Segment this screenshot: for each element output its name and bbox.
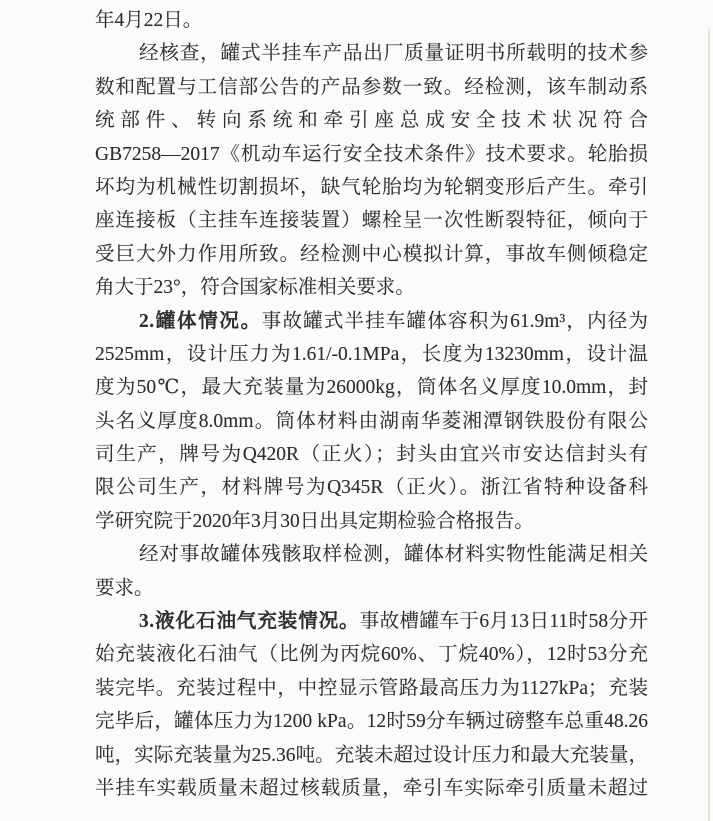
- text-line: 学研究院于2020年3月30日出具定期检验合格报告。: [95, 510, 534, 532]
- text-line: 角大于23°，符合国家标准相关要求。: [95, 277, 415, 299]
- text-line: 头名义厚度8.0mm。筒体材料由湖南华菱湘潭钢铁股份有限公: [95, 410, 648, 432]
- text-line: 统部件、转向系统和牵引座总成安全技术状况符合: [95, 110, 648, 132]
- text-line: GB7258—2017《机动车运行安全技术条件》技术要求。轮胎损: [95, 143, 648, 165]
- text-line: 2.罐体情况。事故罐式半挂车罐体容积为61.9m³，内径为: [139, 310, 648, 332]
- scan-edge-line: [708, 28, 710, 821]
- text-line: 受巨大外力作用所致。经检测中心模拟计算，事故车侧倾稳定: [95, 243, 648, 265]
- text-line: 3.液化石油气充装情况。事故槽罐车于6月13日11时58分开: [139, 611, 648, 633]
- text-line: 吨，实际充装量为25.36吨。充装未超过设计压力和最大充装量，: [95, 744, 648, 766]
- text-line: 完毕后，罐体压力为1200 kPa。12时59分车辆过磅整车总重48.26: [95, 711, 648, 733]
- text-line: 司生产，牌号为Q420R（正火）；封头由宜兴市安达信封头有: [95, 444, 648, 466]
- text-line: 座连接板（主挂车连接装置）螺栓呈一次性断裂特征，倾向于: [95, 210, 648, 232]
- text-line: 经核查，罐式半挂车产品出厂质量证明书所载明的技术参: [139, 43, 648, 65]
- text-line: 年4月22日。: [95, 10, 203, 31]
- text-line: 半挂车实载质量未超过核载质量，牵引车实际牵引质量未超过: [95, 777, 648, 799]
- text-line: 要求。: [95, 577, 154, 599]
- text-line: 始充装液化石油气（比例为丙烷60%、丁烷40%），12时53分充: [95, 644, 648, 666]
- text-line: 坏均为机械性切割损坏，缺气轮胎均为轮辋变形后产生。牵引: [95, 176, 648, 198]
- text-line: 经对事故罐体残骸取样检测，罐体材料实物性能满足相关: [139, 544, 648, 566]
- text-line: 限公司生产，材料牌号为Q345R（正火）。浙江省特种设备科: [95, 477, 648, 499]
- section-heading: 2.罐体情况。: [139, 310, 262, 332]
- document-text: [95, 4, 648, 805]
- text-line: 2525mm，设计压力为1.61/-0.1MPa，长度为13230mm，设计温: [95, 343, 648, 365]
- text-line: 度为50℃，最大充装量为26000kg，筒体名义厚度10.0mm，封: [95, 377, 648, 399]
- text-line: 装完毕。充装过程中，中控显示管路最高压力为1127kPa；充装: [95, 677, 648, 699]
- text-line: 数和配置与工信部公告的产品参数一致。经检测，该车制动系: [95, 76, 648, 98]
- section-heading: 3.液化石油气充装情况。: [139, 611, 360, 633]
